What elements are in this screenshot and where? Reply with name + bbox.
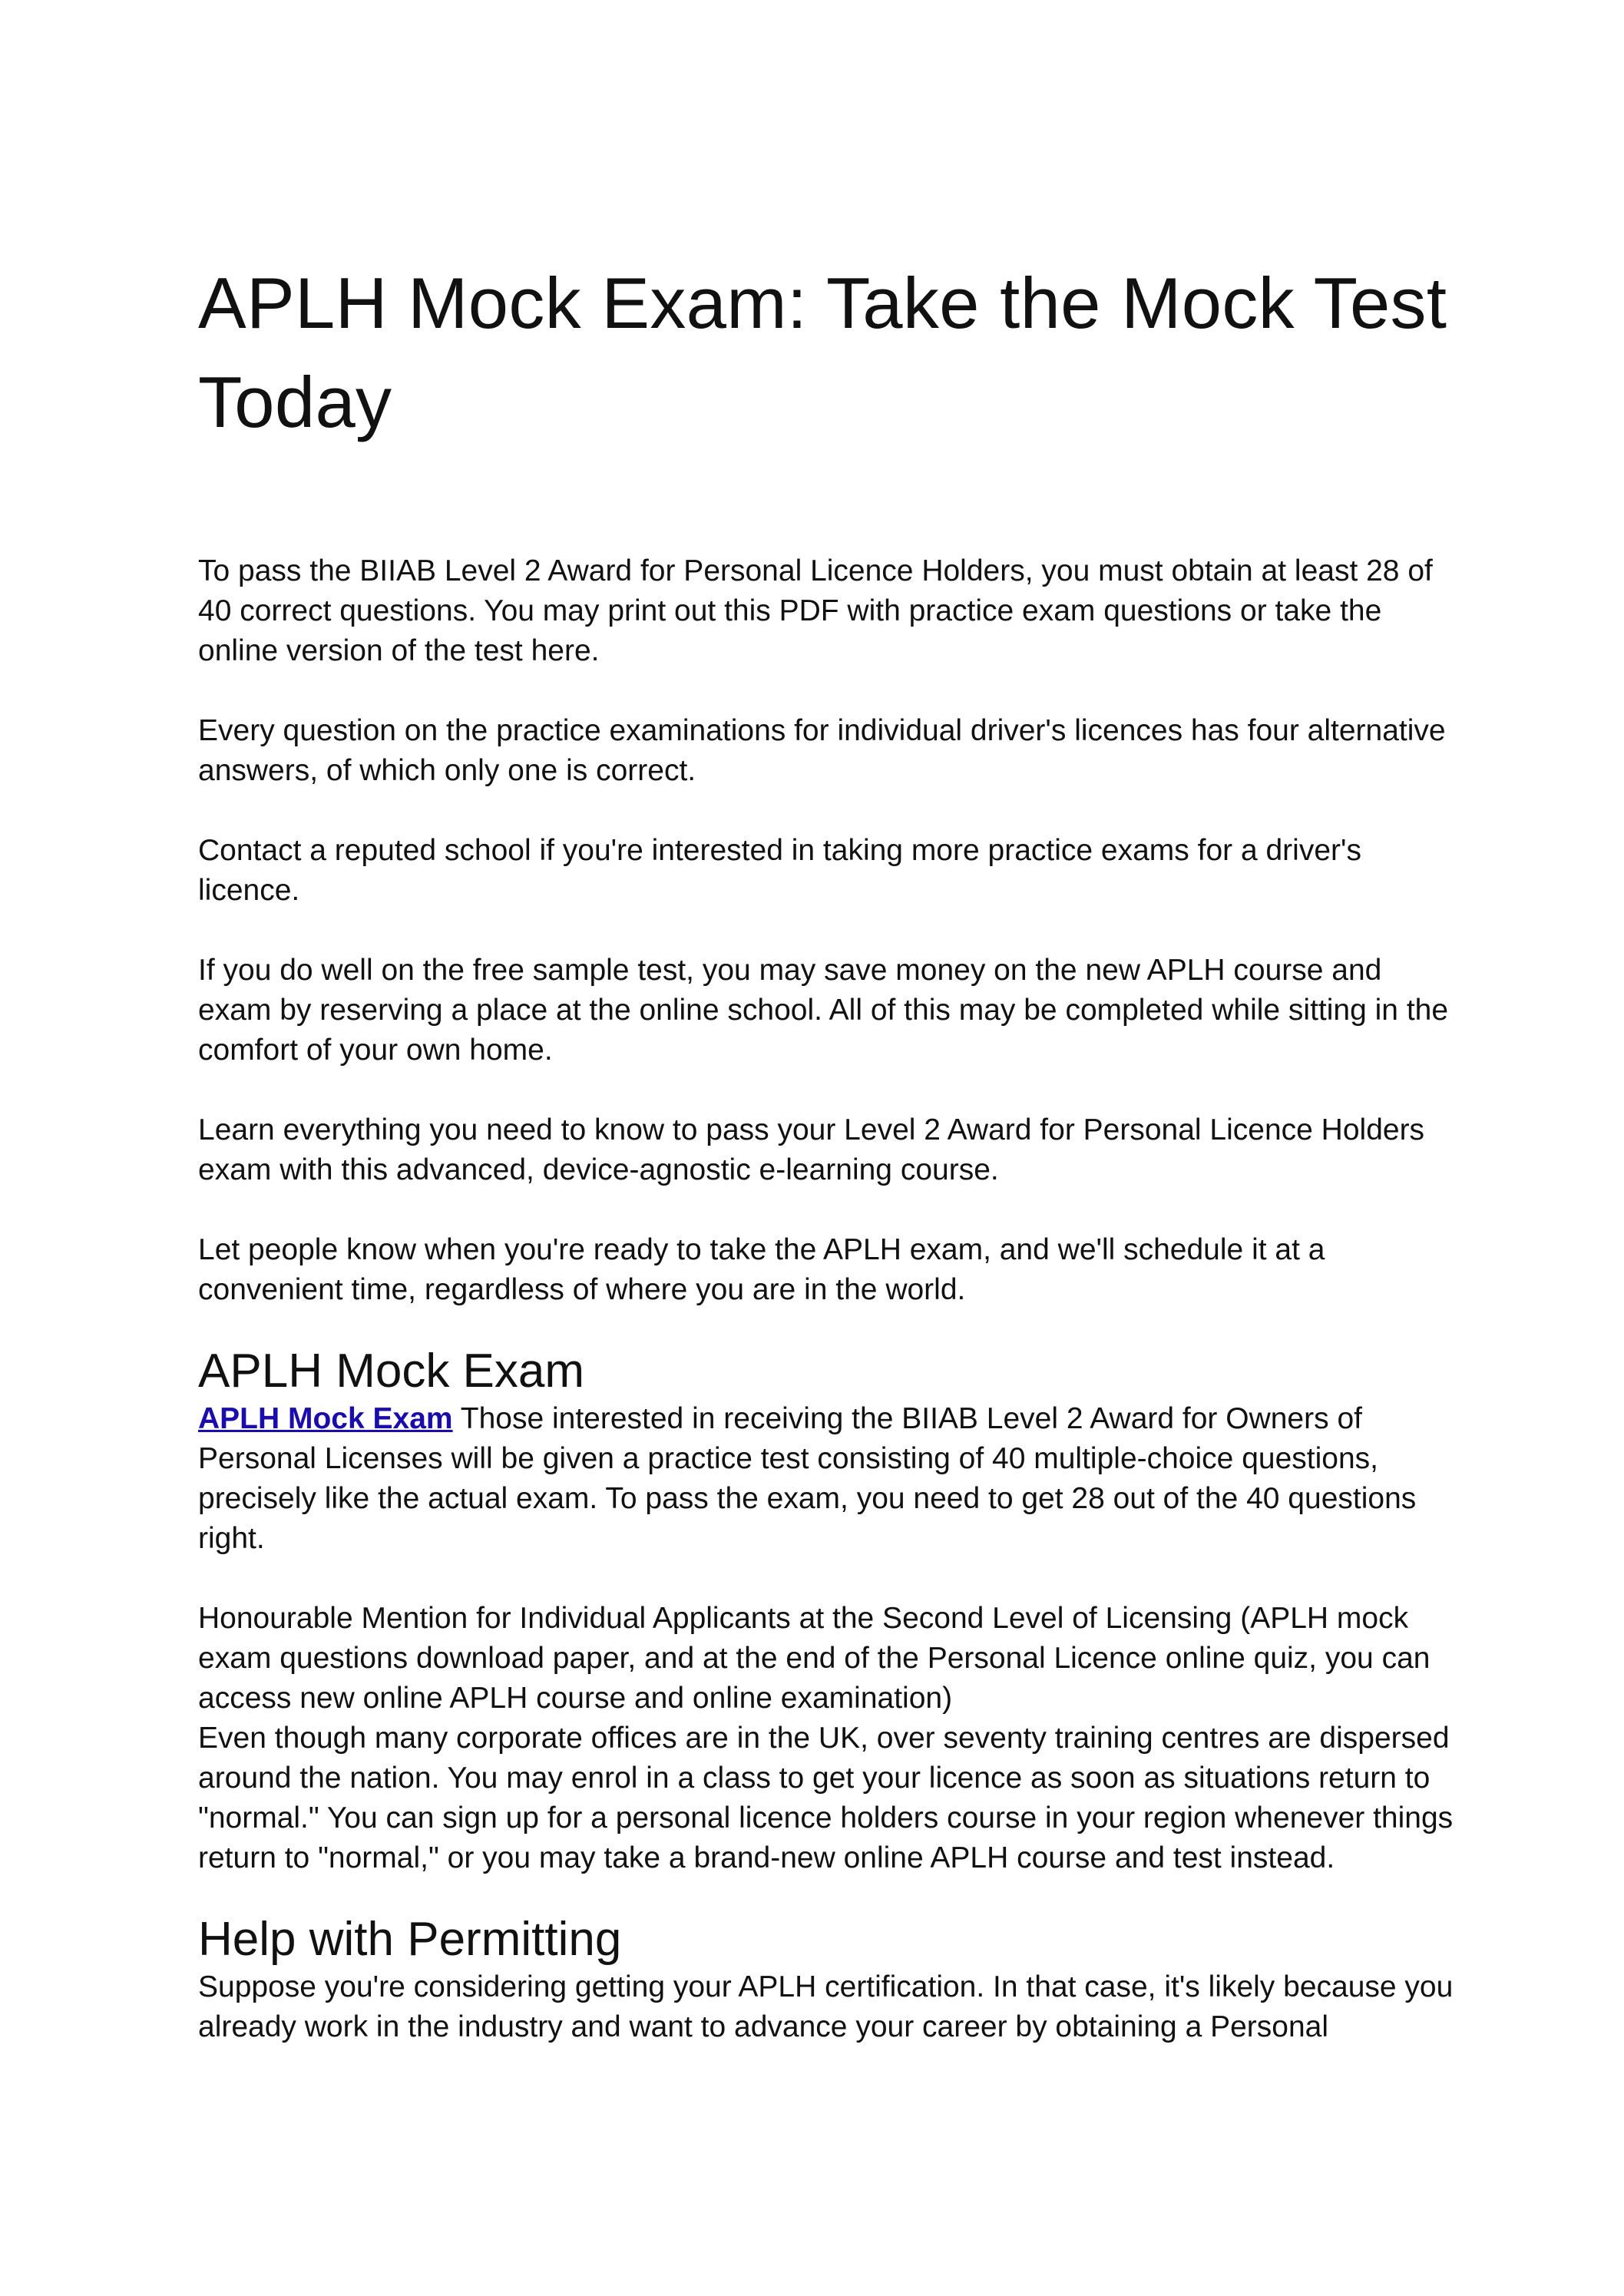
permitting-paragraph: Suppose you're considering getting your APLH certification. In that case, it's likely because you already work in the industry and want to advance your career by obtaining a Personal xyxy=(198,1970,1454,2043)
intro-paragraph: If you do well on the free sample test, you may save money on the new APLH course and exam by reserving a place at the online school. All of this may be completed while sitting in the comfort of your own home. xyxy=(198,954,1449,1067)
document-page xyxy=(198,253,1457,2047)
mock-exam-paragraph xyxy=(198,1399,1457,1559)
section-heading-permitting: Help with Permitting xyxy=(198,1913,622,1966)
mock-exam-paragraph: Honourable Mention for Individual Applicants at the Second Level of Licensing (APLH mock exam questions download paper, and at the end of the Personal Licence online quiz, you can access new online APLH course and online examination) xyxy=(198,1602,1431,1715)
intro-paragraph: Learn everything you need to know to pass your Level 2 Award for Personal Licence Holders exam with this advanced, device-agnostic e-learning course. xyxy=(198,1113,1425,1186)
mock-exam-paragraph: Even though many corporate offices are in the UK, over seventy training centres are dispersed around the nation. You may enrol in a class to get your licence as soon as situations return to "normal." You can sign up for a personal licence holders course in your region whenever things return to "normal," or you may take a brand-new online APLH course and test instead. xyxy=(198,1722,1454,1874)
intro-paragraph: To pass the BIIAB Level 2 Award for Personal Licence Holders, you must obtain at least 28 of 40 correct questions. You may print out this PDF with practice exam questions or take the online version of the test here. xyxy=(198,554,1433,667)
mock-exam-paragraph-text: Those interested in receiving the BIIAB Level 2 Award for Owners of Personal Licenses will be given a practice test consisting of 40 multiple-choice questions, precisely like the actual exam. To pass the exam, you need to get 28 out of the 40 questions right. xyxy=(198,1402,1417,1555)
section-heading-mock-exam: APLH Mock Exam xyxy=(198,1345,585,1398)
intro-paragraph: Every question on the practice examinations for individual driver's licences has four alternative answers, of which only one is correct. xyxy=(198,714,1446,787)
intro-paragraph: Contact a reputed school if you're interested in taking more practice exams for a driver's licence. xyxy=(198,834,1361,907)
document-title: APLH Mock Exam: Take the Mock Test Today xyxy=(198,263,1447,442)
intro-section xyxy=(198,551,1457,1310)
intro-paragraph: Let people know when you're ready to take the APLH exam, and we'll schedule it at a convenient time, regardless of where you are in the world. xyxy=(198,1233,1325,1306)
aplh-mock-exam-link[interactable]: APLH Mock Exam xyxy=(198,1402,453,1435)
